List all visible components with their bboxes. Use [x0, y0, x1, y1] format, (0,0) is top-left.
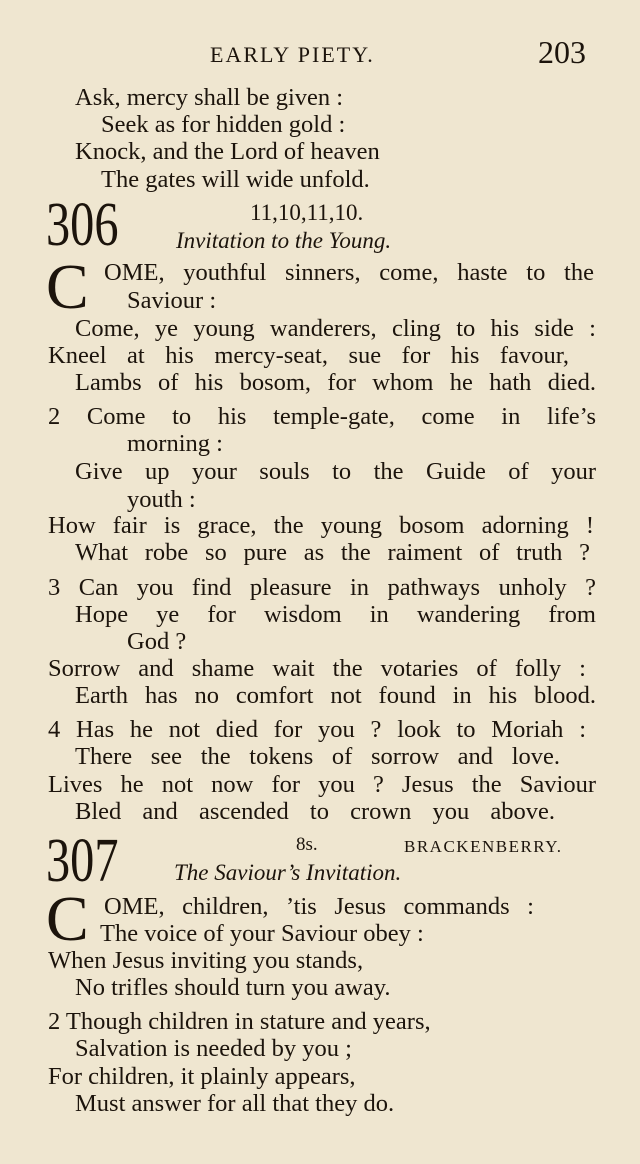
- verse-line: Salvation is needed by you ;: [75, 1035, 352, 1062]
- hymn-title: The Saviour’s Invitation.: [174, 860, 402, 885]
- verse-line: 3 Can you find pleasure in pathways unholy ?: [48, 574, 596, 601]
- drop-cap: C: [46, 251, 89, 322]
- verse-line: How fair is grace, the young bosom adorning !: [48, 512, 594, 539]
- verse-line: Sorrow and shame wait the votaries of folly :: [48, 655, 586, 682]
- verse-line: 4 Has he not died for you ? look to Moriah :: [48, 716, 586, 743]
- verse-line: Earth has no comfort not found in his blood.: [75, 682, 596, 709]
- verse-line: morning :: [127, 430, 223, 457]
- verse-line: The voice of your Saviour obey :: [100, 920, 424, 947]
- verse-line: OME, children, ’tis Jesus commands :: [104, 893, 534, 920]
- verse-line: No trifles should turn you away.: [75, 974, 391, 1001]
- verse-line: Lambs of his bosom, for whom he hath died.: [75, 369, 596, 396]
- verse-line: Saviour :: [127, 287, 217, 314]
- verse-line: When Jesus inviting you stands,: [48, 947, 364, 974]
- verse-line: 2 Though children in stature and years,: [48, 1008, 431, 1035]
- verse-line: 2 Come to his temple-gate, come in life’s: [48, 403, 596, 430]
- hymn-number: 307: [46, 827, 119, 895]
- verse-line: Seek as for hidden gold :: [101, 111, 346, 138]
- hymn-number: 306: [46, 191, 119, 259]
- verse-line: God ?: [127, 628, 187, 655]
- page-number: 203: [538, 34, 586, 70]
- section-title: EARLY PIETY.: [210, 42, 375, 67]
- verse-line: OME, youthful sinners, come, haste to the: [104, 259, 594, 286]
- verse-line: Knock, and the Lord of heaven: [75, 138, 380, 165]
- verse-line: Ask, mercy shall be given :: [75, 84, 344, 111]
- verse-line: Give up your souls to the Guide of your: [75, 458, 596, 485]
- verse-line: The gates will wide unfold.: [101, 166, 370, 193]
- verse-line: Kneel at his mercy-seat, sue for his favour,: [48, 342, 569, 369]
- running-header: [0, 34, 640, 74]
- verse-line: youth :: [127, 486, 196, 513]
- verse-line: Bled and ascended to crown you above.: [75, 798, 555, 825]
- verse-line: Hope ye for wisdom in wandering from: [75, 601, 596, 628]
- verse-line: There see the tokens of sorrow and love.: [75, 743, 560, 770]
- hymn-meter: 11,10,11,10.: [250, 200, 364, 225]
- drop-cap: C: [46, 883, 89, 954]
- verse-line: Lives he not now for you ? Jesus the Saviour: [48, 771, 596, 798]
- verse-line: What robe so pure as the raiment of truth ?: [75, 539, 590, 566]
- hymn-meter: 8s.: [296, 834, 318, 855]
- verse-line: Come, ye young wanderers, cling to his side :: [75, 315, 596, 342]
- tune-composer: BRACKENBERRY.: [404, 837, 563, 856]
- verse-line: For children, it plainly appears,: [48, 1063, 356, 1090]
- hymn-title: Invitation to the Young.: [176, 228, 392, 253]
- verse-line: Must answer for all that they do.: [75, 1090, 395, 1117]
